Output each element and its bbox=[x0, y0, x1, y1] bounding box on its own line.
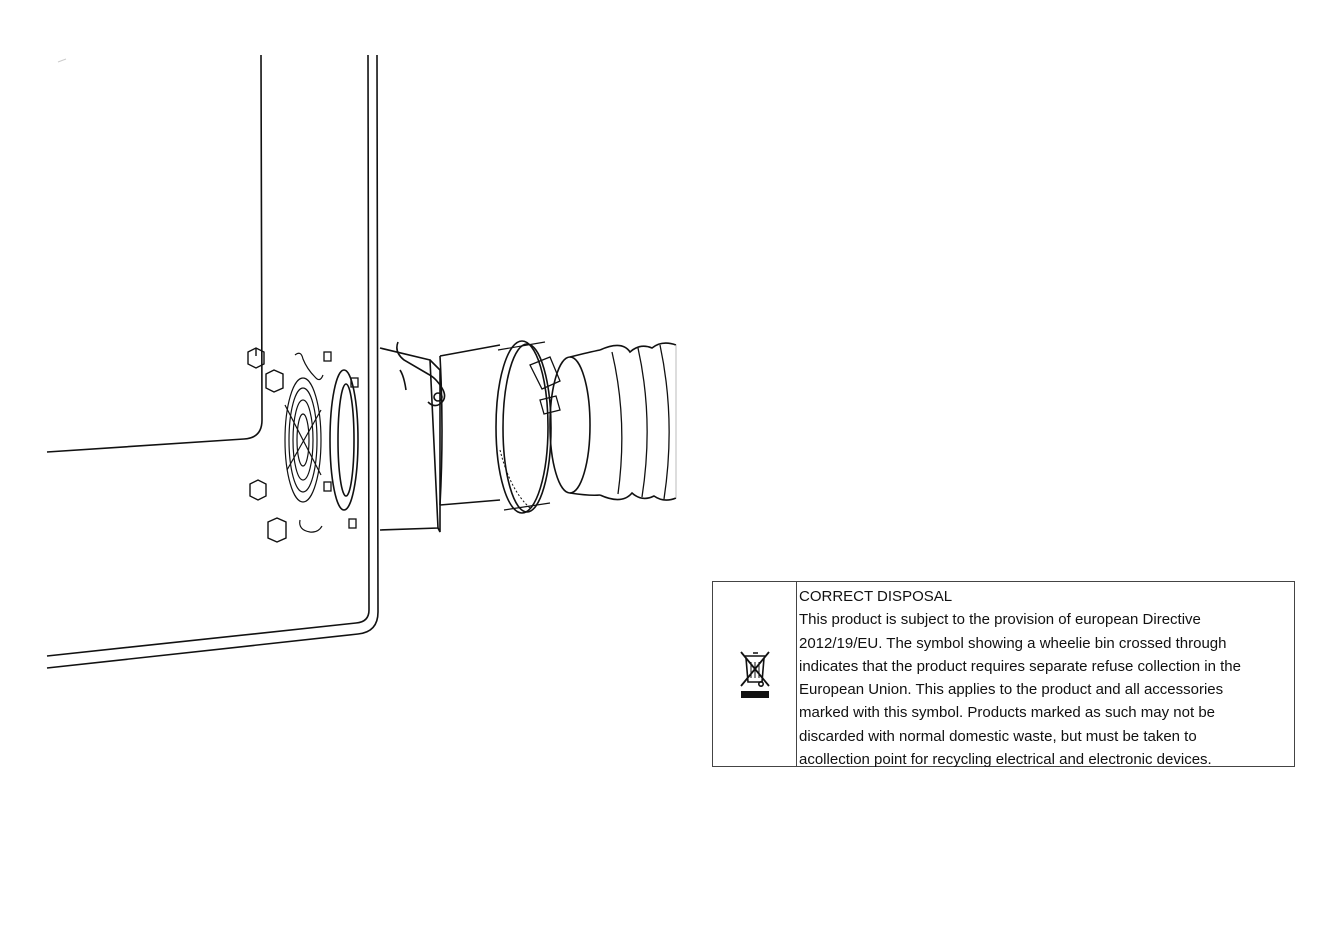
adapter-collar bbox=[380, 342, 445, 532]
disposal-icon-cell bbox=[713, 582, 797, 766]
disposal-line: acollection point for recycling electrical and electronic devices. bbox=[799, 751, 1212, 769]
nuts bbox=[248, 348, 286, 542]
crossed-wheelie-bin-icon bbox=[737, 648, 773, 700]
disposal-line: marked with this symbol. Products marked as such may not be bbox=[799, 704, 1216, 722]
disposal-text bbox=[797, 582, 1294, 769]
correct-disposal-notice bbox=[712, 581, 1295, 767]
flange-ring bbox=[330, 370, 358, 510]
disposal-line: European Union. This applies to the product and all accessories bbox=[799, 681, 1224, 699]
studs bbox=[324, 352, 358, 528]
flexible-duct bbox=[550, 343, 676, 500]
duct-installation-illustration bbox=[0, 0, 700, 700]
disposal-line: discarded with normal domestic waste, but must be taken to bbox=[799, 727, 1197, 745]
disposal-line: indicates that the product requires separate refuse collection in the bbox=[799, 657, 1241, 675]
disposal-line: 2012/19/EU. The symbol showing a wheelie bin crossed through bbox=[799, 634, 1227, 652]
duct-pipe bbox=[440, 345, 500, 505]
disposal-line: This product is subject to the provision of european Directive bbox=[799, 611, 1201, 629]
fan-grille bbox=[285, 353, 323, 532]
disposal-title: CORRECT DISPOSAL bbox=[799, 588, 953, 605]
